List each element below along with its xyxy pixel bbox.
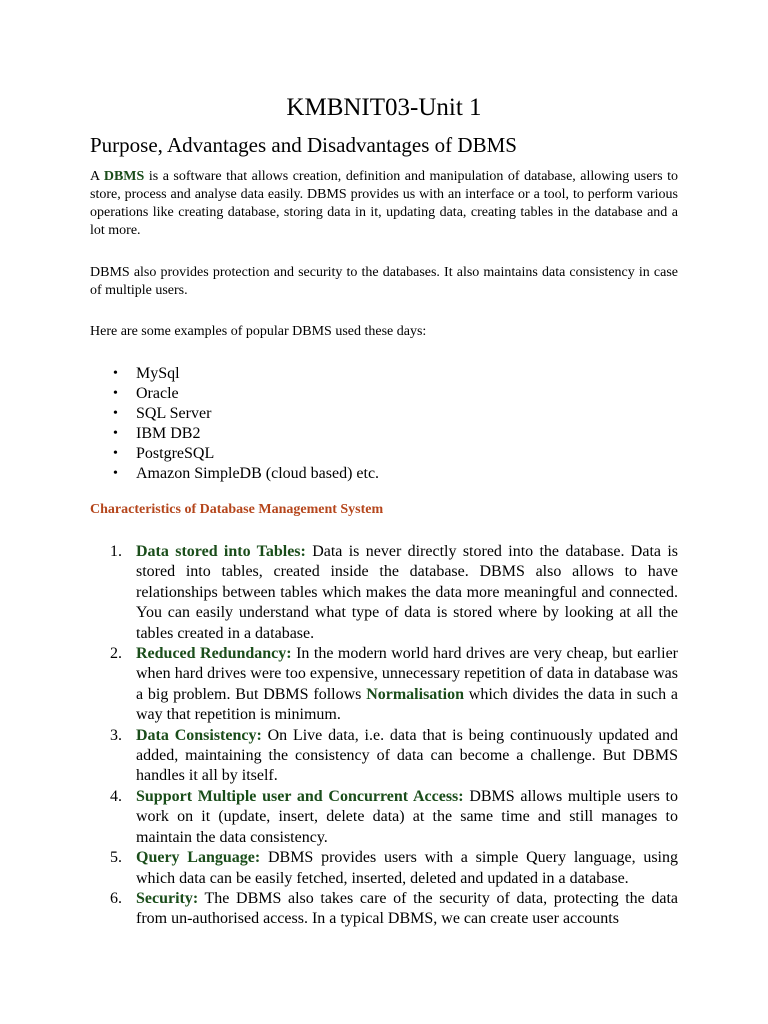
list-item: • Amazon SimpleDB (cloud based) etc. bbox=[90, 464, 678, 484]
item-term: Data Consistency: bbox=[136, 726, 262, 744]
page-title: KMBNIT03-Unit 1 bbox=[286, 94, 482, 121]
list-item: • Oracle bbox=[90, 384, 678, 404]
item-text: On Live data, i.e. data that is being continuously updated and added, maintaining the consistency of data can become a challenge. But DBMS handles it all by itself. bbox=[136, 726, 678, 785]
list-item bbox=[90, 848, 678, 889]
item-text: DBMS allows multiple users to work on it (update, insert, delete data) at the same time and still manages to maintain the data consistency. bbox=[136, 787, 678, 846]
item-term: Support Multiple user and Concurrent Access: bbox=[136, 787, 464, 805]
item-term: Data stored into Tables: bbox=[136, 543, 306, 560]
item-text: The DBMS also takes care of the security of data, protecting the data from un-authorised access. In a typical DBMS, we can create user accounts bbox=[136, 889, 678, 928]
item-text: Data is never directly stored into the database. Data is stored into tables, created inside the database. DBMS also allows to have relationships between tables which makes the data more meaningful and connected. You can easily understand what type of data is stored where by looking at all the tables created in a database. bbox=[136, 543, 679, 642]
intro-paragraph-3: Here are some examples of popular DBMS used these days: bbox=[90, 324, 427, 339]
item-number: 6. bbox=[110, 889, 122, 907]
item-text: In the modern world hard drives are very cheap, but earlier when hard drives were too expensive, unnecessary repetition of data in database was a big problem. But DBMS follows bbox=[136, 645, 678, 703]
intro-prefix: A bbox=[90, 169, 104, 184]
item-text: which divides the data in such a way that repetition is minimum. bbox=[136, 685, 679, 724]
list-item bbox=[90, 787, 678, 848]
list-item: • MySql bbox=[90, 364, 678, 384]
section-heading: Characteristics of Database Management System bbox=[90, 502, 384, 517]
item-term: Reduced Redundancy: bbox=[136, 645, 292, 663]
list-item: • PostgreSQL bbox=[90, 444, 678, 464]
intro-rest: is a software that allows creation, definition and manipulation of database, allowing users to store, process and analyse data easily. DBMS provides us with an interface or a tool, to perform various operations like creating database, storing data in it, updating data, creating tables in the database and a lot more. bbox=[90, 169, 678, 238]
item-number: 4. bbox=[110, 787, 122, 805]
item-number: 3. bbox=[110, 726, 122, 744]
normalisation-term: Normalisation bbox=[366, 685, 464, 703]
list-item bbox=[90, 542, 678, 644]
characteristics-list bbox=[90, 542, 678, 930]
item-text: DBMS provides users with a simple Query language, using which data can be easily fetched, inserted, deleted and updated in a database. bbox=[136, 849, 679, 887]
list-item bbox=[90, 644, 678, 726]
item-number: 1. bbox=[110, 543, 122, 560]
dbms-examples-list bbox=[90, 364, 678, 484]
list-item bbox=[90, 889, 678, 930]
item-term: Query Language: bbox=[136, 849, 261, 867]
list-item bbox=[90, 726, 678, 787]
page-subtitle: Purpose, Advantages and Disadvantages of DBMS bbox=[90, 133, 517, 157]
item-number: 2. bbox=[110, 645, 122, 663]
list-item: • SQL Server bbox=[90, 404, 678, 424]
list-item: • IBM DB2 bbox=[90, 424, 678, 444]
intro-paragraph-2: DBMS also provides protection and security to the databases. It also maintains data consistency in case of multiple users. bbox=[90, 265, 678, 298]
item-number: 5. bbox=[110, 849, 122, 867]
intro-paragraph-1 bbox=[90, 168, 678, 240]
dbms-term: DBMS bbox=[103, 169, 145, 184]
item-term: Security: bbox=[136, 889, 199, 907]
